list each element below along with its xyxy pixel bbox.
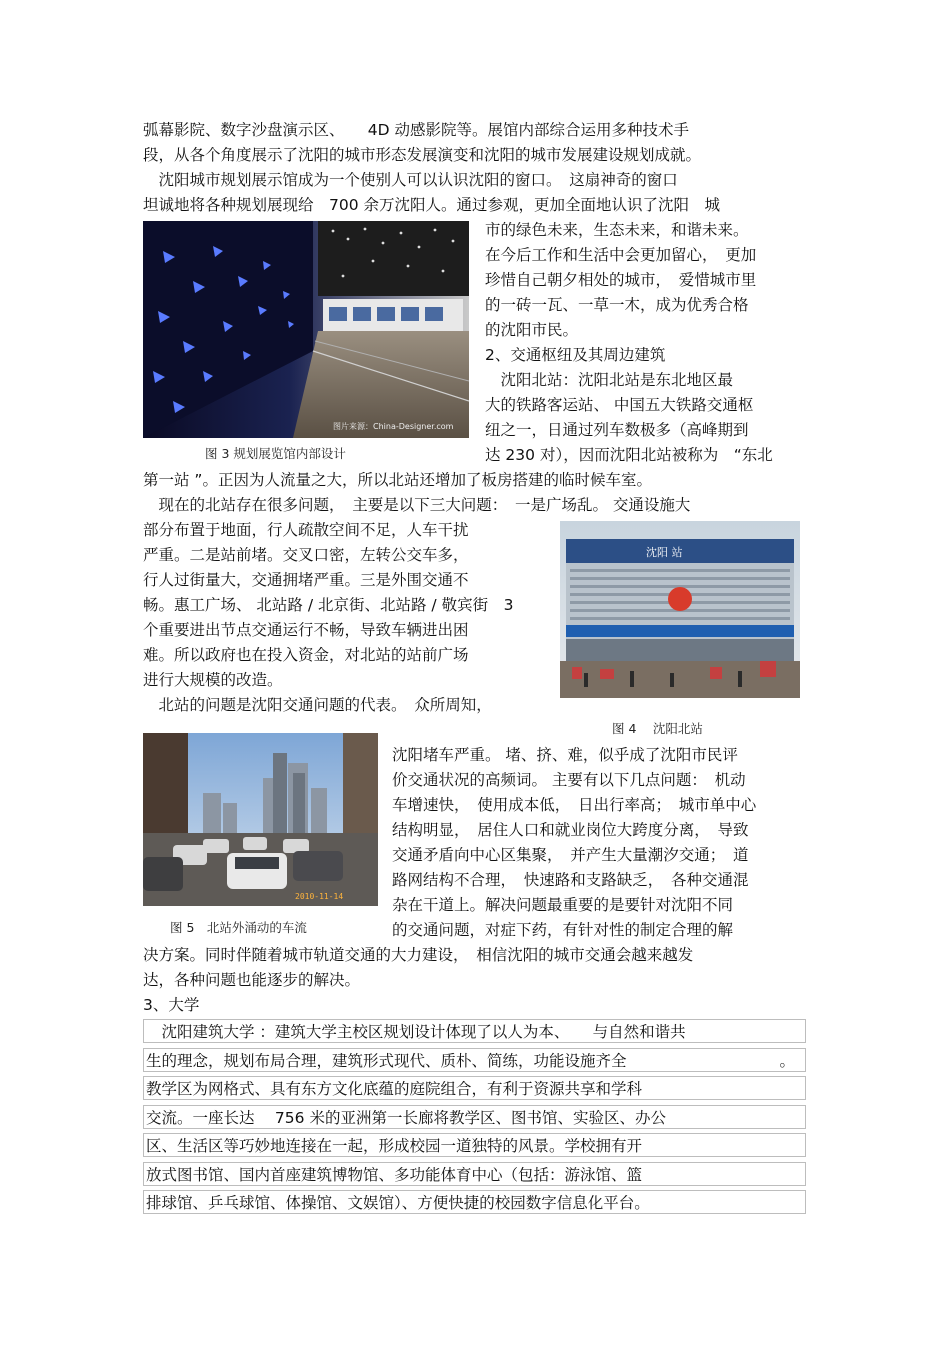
university-row [143,1019,806,1043]
text-line: 沈阳堵车严重。 堵、挤、难，似乎成了沈阳市民评 [392,746,738,764]
row-text: 沈阳建筑大学 ：建筑大学主校区规划设计体现了以人为本、 与自然和谐共 [146,1023,686,1041]
text-line: 北站的问题是沈阳交通问题的代表。 众所周知， [143,696,492,714]
figure-4-image [560,521,800,698]
row-text: 生的理念，规划布局合理，建筑形式现代、质朴、简练，功能设施齐全 [146,1052,627,1070]
text-line: 路网结构不合理， 快速路和支路缺乏， 各种交通混 [392,871,749,889]
text-line: 行人过街量大，交通拥堵严重。三是外围交通不 [143,571,469,589]
text-line: 难。所以政府也在投入资金，对北站的站前广场 [143,646,469,664]
text-line: 第一站 ”。正因为人流量之大，所以北站还增加了板房搭建的临时候车室。 [143,471,652,489]
text-line: 价交通状况的高频词。 主要有以下几点问题： 机动 [392,771,746,789]
text-line: 达，各种问题也能逐步的解决。 [143,971,361,989]
text-line: 结构明显， 居住人口和就业岗位大跨度分离， 导致 [392,821,749,839]
row-text: 排球馆、乒乓球馆、体操馆、文娱馆）、方便快捷的校园数字信息化平台。 [146,1194,650,1212]
text-line: 个重要进出节点交通运行不畅，导致车辆进出困 [143,621,469,639]
figure-3-image [143,221,469,438]
section-heading: 3、大学 [143,996,200,1014]
row-text: 区、生活区等巧妙地连接在一起，形成校园一道独特的风景。学校拥有开 [146,1137,643,1155]
text-line: 车增速快， 使用成本低， 日出行率高； 城市单中心 [392,796,757,814]
text-line: 市的绿色未来，生态未来，和谐未来。 [485,221,749,239]
text-line: 段，从各个角度展示了沈阳的城市形态发展演变和沈阳的城市发展建设规划成就。 [143,146,702,164]
text-line: 进行大规模的改造。 [143,671,283,689]
text-line: 大的铁路客运站、 中国五大铁路交通枢 [485,396,754,414]
figure-5-caption: 图 5 北站外涌动的车流 [170,920,307,935]
text-line: 珍惜自己朝夕相处的城市， 爱惜城市里 [485,271,757,289]
row-text: 教学区为网格式、具有东方文化底蕴的庭院组合，有利于资源共享和学科 [146,1080,643,1098]
row-end-mark: 。 [779,1052,795,1070]
text-line: 的沈阳市民。 [485,321,579,339]
text-line: 的一砖一瓦、一草一木，成为优秀合格 [485,296,749,314]
text-line: 纽之一，日通过列车数极多（高峰期到 [485,421,749,439]
text-line: 在今后工作和生活中会更加留心， 更加 [485,246,757,264]
text-line: 的交通问题，对症下药，有针对性的制定合理的解 [392,921,734,939]
text-line: 畅。惠工广场、 北站路 / 北京街、北站路 / 敬宾街 3 [143,596,514,614]
row-text: 交流。一座长达 756 米的亚洲第一长廊将教学区、图书馆、实验区、办公 [146,1109,666,1127]
text-line: 交通矛盾向中心区集聚， 并产生大量潮汐交通； 道 [392,846,749,864]
text-line: 沈阳城市规划展示馆成为一个使别人可以认识沈阳的窗口。 这扇神奇的窗口 [143,171,678,189]
north-station-photo [560,521,800,698]
station-sign: 沈阳 站 [646,546,683,559]
figure-5-image [143,733,378,906]
exhibition-hall-photo [143,221,469,438]
text-line: 坦诚地将各种规划展现给 700 余万沈阳人。通过参观，更加全面地认识了沈阳 城 [143,196,721,214]
text-line: 达 230 对），因而沈阳北站被称为 “东北 [485,446,773,464]
section-heading: 2、交通枢纽及其周边建筑 [485,346,666,364]
university-row [143,1133,806,1157]
text-line: 杂在干道上。解决问题最重要的是要针对沈阳不同 [392,896,734,914]
university-row [143,1076,806,1100]
text-line: 现在的北站存在很多问题， 主要是以下三大问题： 一是广场乱。 交通设施大 [143,496,691,514]
university-row [143,1162,806,1186]
text-line: 严重。二是站前堵。交叉口密，左转公交车多， [143,546,469,564]
text-line: 弧幕影院、数字沙盘演示区、 4D 动感影院等。展馆内部综合运用多种技术手 [143,121,689,139]
text-line: 决方案。同时伴随着城市轨道交通的大力建设， 相信沈阳的城市交通会越来越发 [143,946,694,964]
figure-4-caption: 图 4 沈阳北站 [612,721,703,736]
university-row [143,1048,806,1072]
traffic-photo [143,733,378,906]
text-line: 沈阳北站：沈阳北站是东北地区最 [485,371,734,389]
row-text: 放式图书馆、国内首座建筑博物馆、多功能体育中心（包括：游泳馆、篮 [146,1166,643,1184]
figure-3-caption: 图 3 规划展览馆内部设计 [205,446,346,461]
university-row [143,1105,806,1129]
university-row [143,1190,806,1214]
image-watermark: 图片来源：China-Designer.com [333,422,454,431]
date-stamp: 2010-11-14 [295,892,344,901]
text-line: 部分布置于地面，行人疏散空间不足，人车干扰 [143,521,469,539]
